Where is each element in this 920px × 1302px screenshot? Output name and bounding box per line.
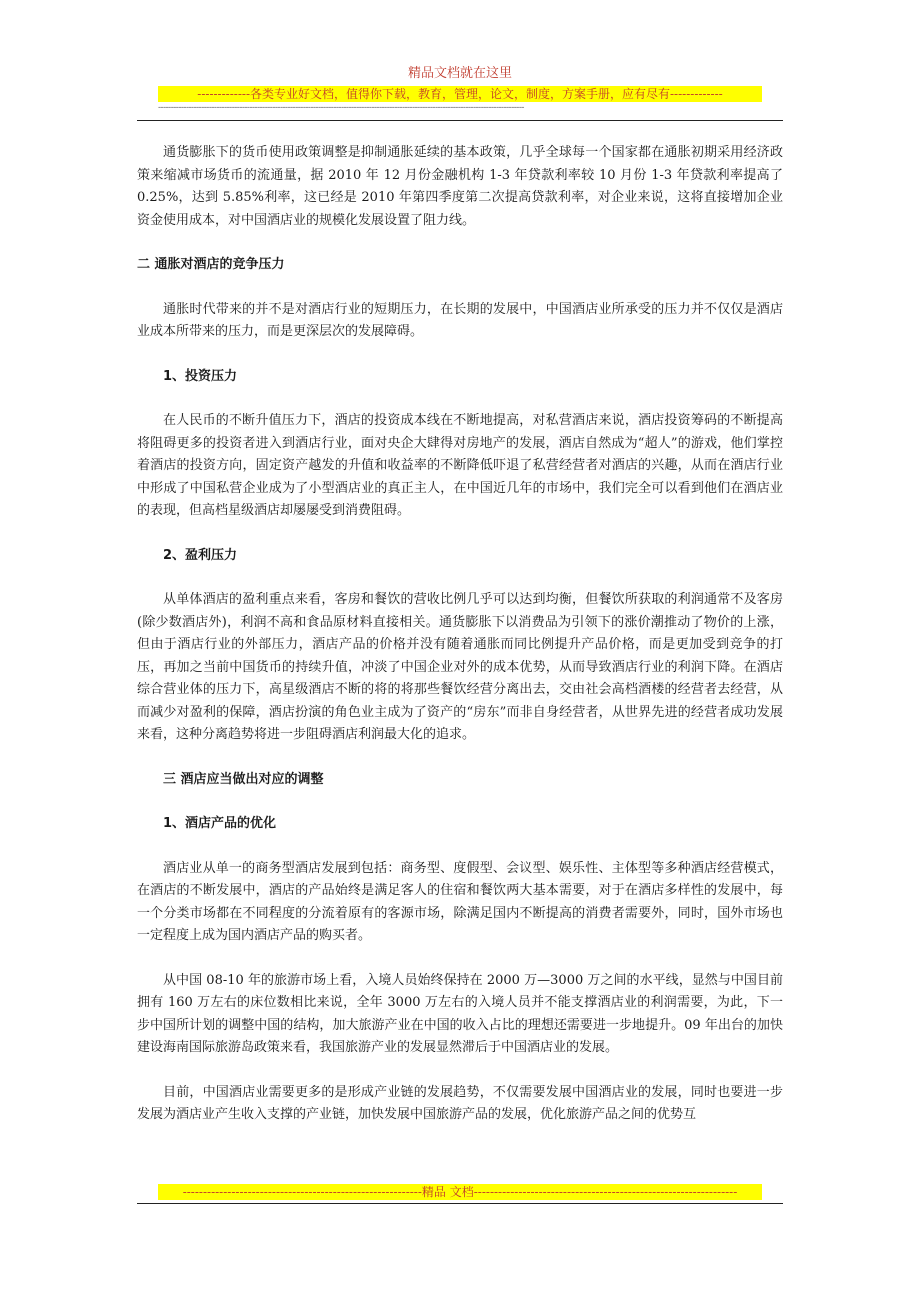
footer-rule <box>137 1203 783 1204</box>
paragraph-2: 通胀时代带来的并不是对酒店行业的短期压力，在长期的发展中，中国酒店业所承受的压力并不仅仅是酒店业成本所带来的压力，而是更深层次的发展障碍。 <box>137 301 783 339</box>
header-rule <box>137 120 783 121</box>
section-heading-3: 三 酒店应当做出对应的调整 <box>163 771 324 787</box>
paragraph-7: 目前，中国酒店业需要更多的是形成产业链的发展趋势，不仅需要发展中国酒店业的发展，同时也要进一步发展为酒店业产生收入支撑的产业链，加快发展中国旅游产品的发展，优化旅游产品之间的优势互 <box>137 1084 783 1122</box>
header-title: 精品文档就在这里 <box>407 66 512 81</box>
subheading-profit-pressure: 2、盈利压力 <box>163 547 238 563</box>
header-dash-line: ------------------------------------------------------------------------------------------------------------------------------------------------ <box>158 103 524 113</box>
footer-banner: -----------------------------------------------------------精品 文档----------------------------------------------------------------- <box>158 1184 762 1200</box>
paragraph-6: 从中国 08-10 年的旅游市场上看，入境人员始终保持在 2000 万—3000 万之间的水平线，显然与中国目前拥有 160 万左右的床位数相比来说，全年 3000 万左右的入境人员并不能支撑酒店业的利润需要，为此，下一步中国所计划的调整中国的结构，加大旅游产业在中国的收入占比的理想还需要进一步地提升。09 年出台的加快建设海南国际旅游岛政策来看，我国旅游产业的发展显然滞后于中国酒店业的发展。 <box>137 972 783 1055</box>
document-body <box>137 142 783 1127</box>
subheading-investment-pressure: 1、投资压力 <box>163 368 238 384</box>
paragraph-1: 通货膨胀下的货币使用政策调整是抑制通胀延续的基本政策，几乎全球每一个国家都在通胀初期采用经济政策来缩减市场货币的流通量，据 2010 年 12 月份金融机构 1-3 年贷款利率较 10 月份 1-3 年贷款利率提高了 0.25%，达到 5.85%利率，这已经是 2010 年第四季度第二次提高贷款利率，对企业来说，这将直接增加企业资金使用成本，对中国酒店业的规模化发展设置了阻力线。 <box>137 145 783 228</box>
paragraph-4: 从单体酒店的盈利重点来看，客房和餐饮的营收比例几乎可以达到均衡，但餐饮所获取的利润通常不及客房(除少数酒店外)，利润不高和食品原材料直接相关。通货膨胀下以消费品为引领下的涨价潮推动了物价的上涨，但由于酒店行业的外部压力，酒店产品的价格并没有随着通胀而同比例提升产品价格，而是更加受到竞争的打压，再加之当前中国货币的持续升值，冲淡了中国企业对外的成本优势，从而导致酒店行业的利润下降。在酒店综合营业体的压力下，高星级酒店不断的将的将那些餐饮经营分离出去，交由社会高档酒楼的经营者去经营，从而减少对盈利的保障，酒店扮演的角色业主成为了资产的“房东”而非自身经营者，从世界先进的经营者成功发展来看，这种分离趋势将进一步阻碍酒店利润最大化的追求。 <box>137 592 783 742</box>
paragraph-3: 在人民币的不断升值压力下，酒店的投资成本线在不断地提高，对私营酒店来说，酒店投资筹码的不断提高将阻碍更多的投资者进入到酒店行业，面对央企大肆得对房地产的发展，酒店自然成为“超人”的游戏，他们掌控着酒店的投资方向，固定资产越发的升值和收益率的不断降低吓退了私营经营者对酒店的兴趣，从而在酒店行业中形成了中国私营企业成为了小型酒店业的真正主人，在中国近几年的市场中，我们完全可以看到他们在酒店业的表现，但高档星级酒店却屡屡受到消费阻碍。 <box>137 413 783 518</box>
section-heading-2: 二 通胀对酒店的竞争压力 <box>137 257 285 272</box>
header-banner: -------------各类专业好文档，值得你下载，教育，管理，论文，制度，方案手册，应有尽有------------- <box>158 86 762 102</box>
paragraph-5: 酒店业从单一的商务型酒店发展到包括：商务型、度假型、会议型、娱乐性、主体型等多种酒店经营模式，在酒店的不断发展中，酒店的产品始终是满足客人的住宿和餐饮两大基本需要，对于在酒店多样性的发展中，每一个分类市场都在不同程度的分流着原有的客源市场，除满足国内不断提高的消费者需要外，同时，国外市场也一定程度上成为国内酒店产品的购买者。 <box>137 860 783 943</box>
subheading-product-optimization: 1、酒店产品的优化 <box>163 816 277 831</box>
